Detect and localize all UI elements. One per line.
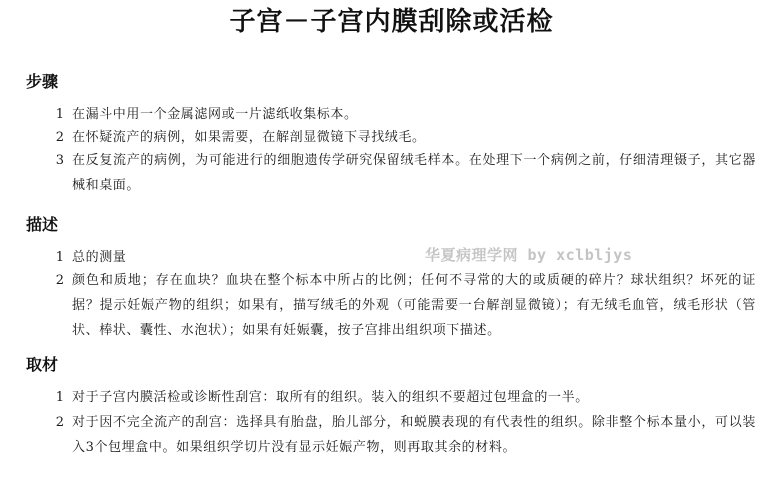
list-item (50, 410, 756, 460)
item-text: 颜色和质地；存在血块？血块在整个标本中所占的比例；任何不寻常的大的或质硬的碎片？球状组织？坏死的证据？提示妊娠产物的组织；如果有，描写绒毛的外观（可能需要一台解剖显微镜）；有无绒毛血管，绒毛形状（管状、棒状、囊性、水泡状）；如果有妊娠囊，按子宫排出组织项下描述。 (72, 273, 756, 338)
item-text: 总的测量 (72, 250, 127, 265)
item-number: 1 (55, 250, 64, 265)
watermark: 华夏病理学网 by xclbljys (425, 246, 633, 264)
item-number: 2 (55, 415, 64, 430)
list-item (50, 102, 756, 127)
item-text: 在漏斗中用一个金属滤网或一片滤纸收集标本。 (72, 107, 358, 122)
item-number: 2 (55, 273, 64, 288)
item-number: 2 (55, 130, 64, 145)
item-number: 1 (55, 390, 64, 405)
list-item (50, 148, 756, 198)
item-text: 对于子宫内膜活检或诊断性刮宫：取所有的组织。装入的组织不要超过包埋盒的一半。 (72, 390, 589, 405)
section-heading-description: 描述 (26, 215, 59, 234)
item-number: 3 (55, 153, 64, 168)
page-title: 子宫－子宫内膜刮除或活检 (229, 7, 554, 37)
list-item (50, 385, 756, 410)
item-text: 在反复流产的病例，为可能进行的细胞遗传学研究保留绒毛样本。在处理下一个病例之前，仔细清理镊子，其它器械和桌面。 (72, 153, 756, 193)
list-item (50, 245, 756, 270)
item-number: 1 (55, 107, 64, 122)
list-item (50, 268, 756, 343)
section-heading-sampling: 取材 (26, 355, 59, 374)
item-text: 对于因不完全流产的刮宫：选择具有胎盘，胎儿部分，和蜕膜表现的有代表性的组织。除非整个标本量小，可以装入3个包埋盒中。如果组织学切片没有显示妊娠产物，则再取其余的材料。 (72, 415, 756, 455)
item-text: 在怀疑流产的病例，如果需要，在解剖显微镜下寻找绒毛。 (72, 130, 426, 145)
section-heading-steps: 步骤 (26, 72, 59, 91)
list-item (50, 125, 756, 150)
